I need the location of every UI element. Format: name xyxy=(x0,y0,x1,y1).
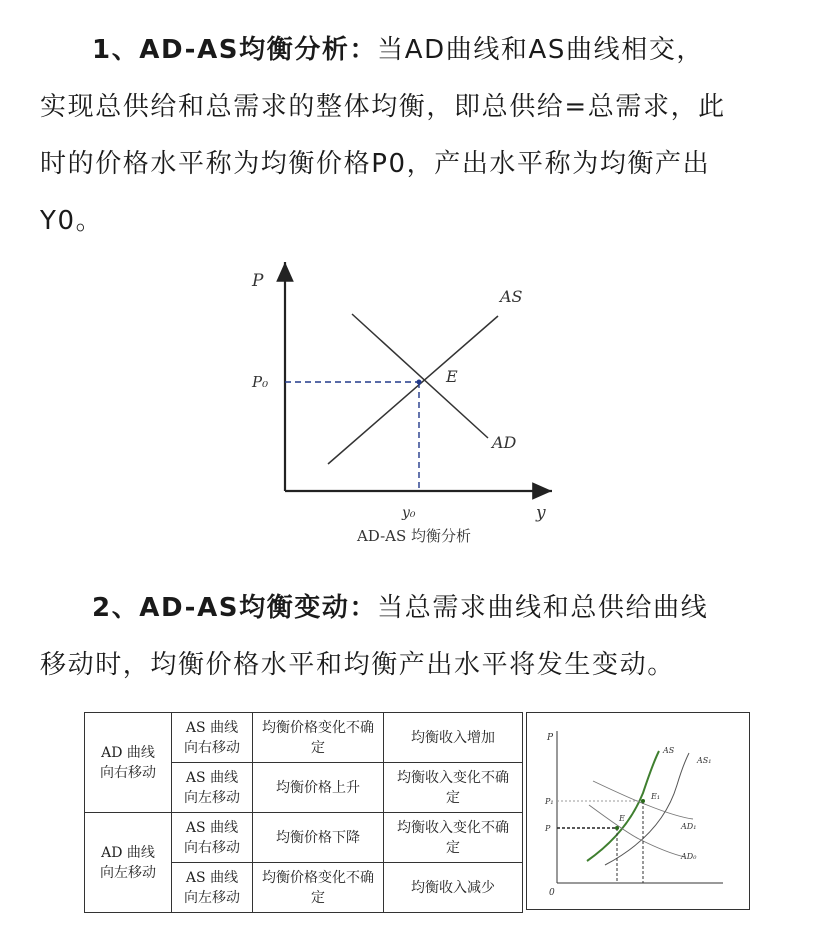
origin-label: 0 xyxy=(549,888,555,898)
curve-shift-diagram xyxy=(526,712,750,910)
section-2-heading: 2、AD-AS均衡变动： xyxy=(92,593,378,623)
section-2-text: 移动时，均衡价格水平和均衡产出水平将发生变动。 xyxy=(40,650,675,680)
e1-label: E₁ xyxy=(651,792,661,801)
y-axis-label: P xyxy=(252,271,264,291)
as1-curve xyxy=(605,753,689,865)
ad1-label: AD₁ xyxy=(681,822,697,831)
ad-shift-cell: AD 曲线向右移动 xyxy=(100,744,156,781)
as-shift-cell: AS 曲线向左移动 xyxy=(184,869,240,906)
as-shift-cell: AS 曲线向左移动 xyxy=(184,769,240,806)
section-1-paragraph xyxy=(40,22,800,250)
figure-1-caption: AD-AS 均衡分析 xyxy=(356,527,472,545)
ad-curve xyxy=(352,314,488,438)
e0-label: E xyxy=(619,814,625,823)
ad-shift-cell: AD 曲线向左移动 xyxy=(100,844,156,881)
as-shift-cell: AS 曲线向右移动 xyxy=(184,819,240,856)
output-label: y₀ xyxy=(402,505,416,521)
table-row xyxy=(85,813,523,863)
ad-label: AD₀ xyxy=(681,852,697,861)
equilibrium-shift-table xyxy=(84,712,523,913)
price-change-cell: 均衡价格上升 xyxy=(276,779,360,796)
price-change-cell: 均衡价格变化不确定 xyxy=(262,719,374,756)
section-1-heading: 1、AD-AS均衡分析： xyxy=(92,35,378,65)
ad-curve-label: AD xyxy=(492,433,517,452)
section-1-text: 时的价格水平称为均衡价格P0，产出水平称为均衡产出 xyxy=(40,149,711,179)
section-1-text: Y0。 xyxy=(40,206,104,236)
as1-label: AS₁ xyxy=(697,756,712,765)
section-1-text: 当AD曲线和AS曲线相交， xyxy=(377,35,705,65)
equilibrium-label: E xyxy=(446,367,458,386)
income-change-cell: 均衡收入减少 xyxy=(411,879,495,896)
price-change-cell: 均衡价格下降 xyxy=(276,829,360,846)
x-axis-label: y xyxy=(536,503,546,523)
ad-as-equilibrium-diagram xyxy=(240,250,580,560)
as-shift-cell: AS 曲线向右移动 xyxy=(184,719,240,756)
as-curve xyxy=(328,316,498,464)
section-1-text: 实现总供给和总需求的整体均衡，即总供给=总需求，此 xyxy=(40,92,726,122)
e-point xyxy=(615,826,619,830)
section-2-paragraph xyxy=(40,580,800,694)
as-curve-label: AS xyxy=(500,287,523,306)
e1-point xyxy=(641,799,645,803)
income-change-cell: 均衡收入变化不确定 xyxy=(397,769,509,806)
income-change-cell: 均衡收入变化不确定 xyxy=(397,819,509,856)
as-label: AS xyxy=(663,746,675,755)
price-change-cell: 均衡价格变化不确定 xyxy=(262,869,374,906)
y-axis-label: P xyxy=(547,733,554,743)
income-change-cell: 均衡收入增加 xyxy=(411,729,495,746)
p0-label: P xyxy=(545,824,551,833)
price-label: P₀ xyxy=(252,373,269,391)
equilibrium-point xyxy=(417,380,422,385)
p1-label: P₁ xyxy=(545,797,554,806)
table-row xyxy=(85,713,523,763)
section-2-text: 当总需求曲线和总供给曲线 xyxy=(377,593,709,623)
as-curve xyxy=(587,751,659,861)
